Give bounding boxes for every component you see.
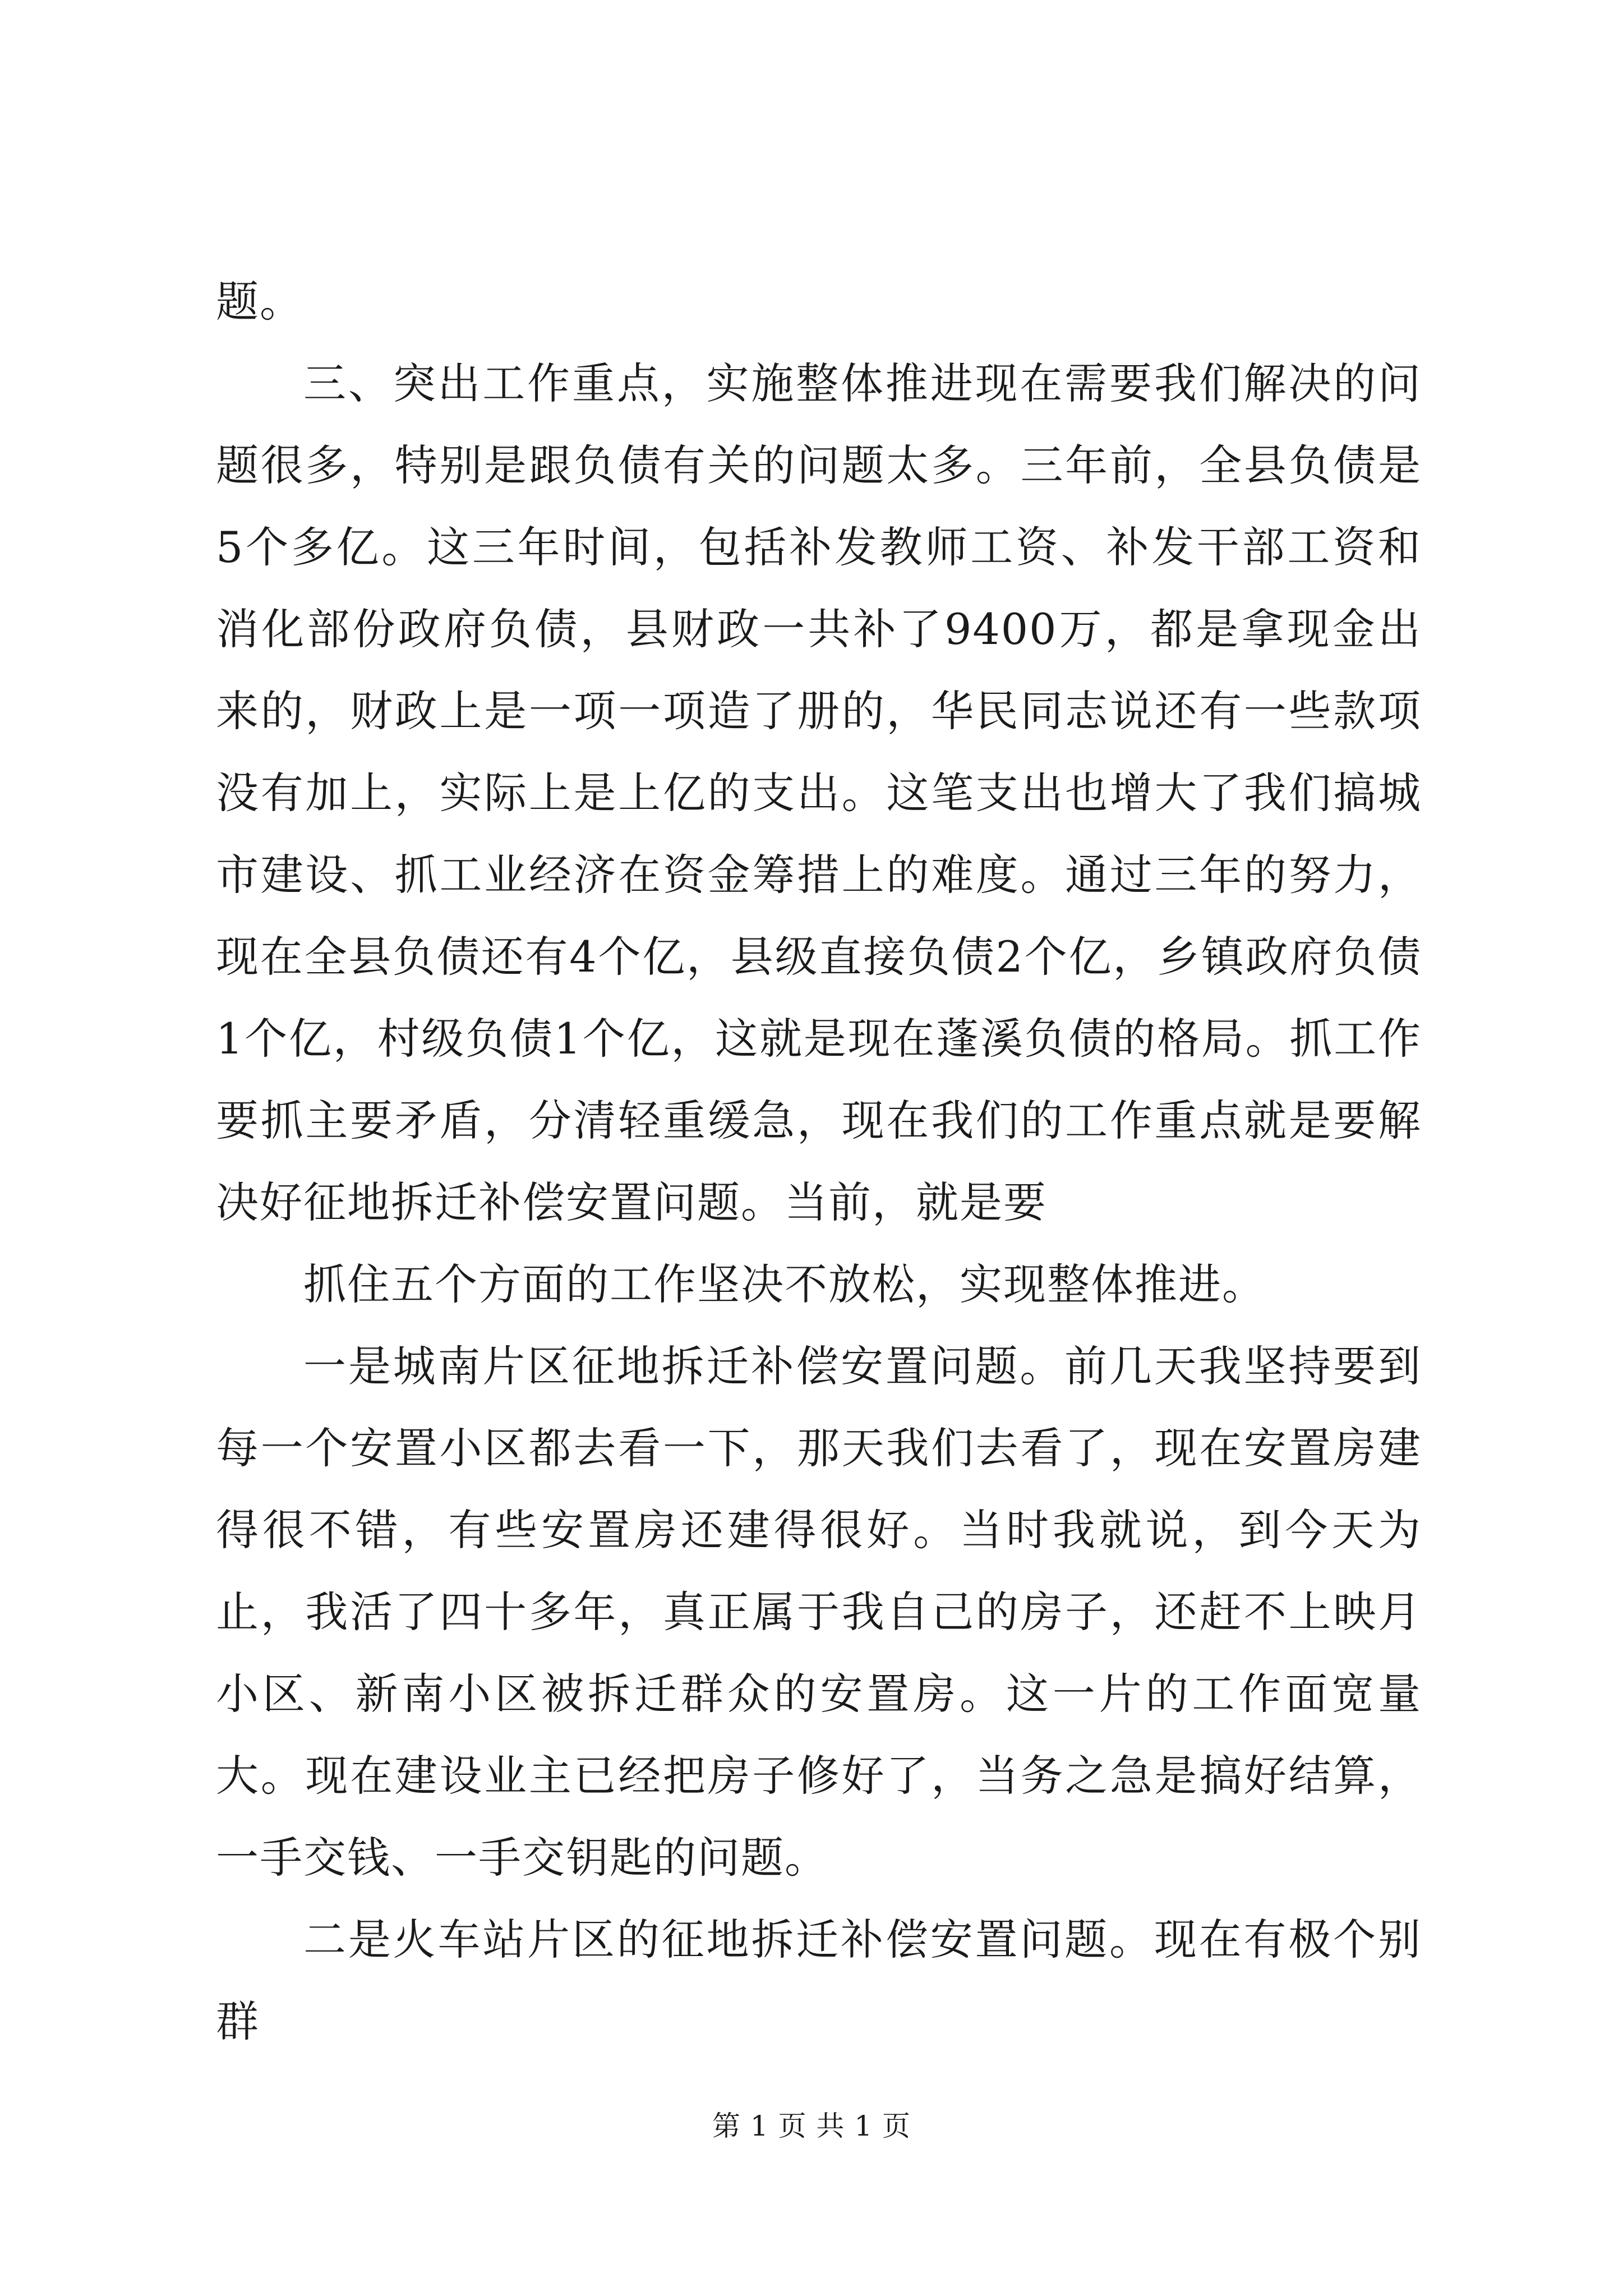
document-body	[216, 261, 1422, 2063]
paragraph-item-two: 二是火车站片区的征地拆迁补偿安置问题。现在有极个别群	[216, 1915, 1422, 2046]
paragraph-section-three: 三、突出工作重点，实施整体推进现在需要我们解决的问题很多，特别是跟负债有关的问题太多。三年前，全县负债是5个多亿。这三年时间，包括补发教师工资、补发干部工资和消化部份政府负债，县财政一共补了9400万，都是拿现金出来的，财政上是一项一项造了册的，华民同志说还有一些款项没有加上，实际上是上亿的支出。这笔支出也增大了我们搞城市建设、抓工业经济在资金筹措上的难度。通过三年的努力，现在全县负债还有4个亿，县级直接负债2个亿，乡镇政府负债1个亿，村级负债1个亿，这就是现在蓬溪负债的格局。抓工作要抓主要矛盾，分清轻重缓急，现在我们的工作重点就是要解决好征地拆迁补偿安置问题。当前，就是要	[216, 358, 1422, 1227]
paragraph-continuation: 题。	[216, 277, 303, 326]
page-footer	[0, 2106, 1623, 2146]
page-number-label: 第 1 页 共 1 页	[712, 2110, 911, 2142]
paragraph-item-one: 一是城南片区征地拆迁补偿安置问题。前几天我坚持要到每一个安置小区都去看一下，那天我们去看了，现在安置房建得很不错，有些安置房还建得很好。当时我就说，到今天为止，我活了四十多年，真正属于我自己的房子，还赶不上映月小区、新南小区被拆迁群众的安置房。这一片的工作面宽量大。现在建设业主已经把房子修好了，当务之急是搞好结算，一手交钱、一手交钥匙的问题。	[216, 1341, 1422, 1883]
paragraph-five-aspects: 抓住五个方面的工作坚决不放松，实现整体推进。	[303, 1259, 1266, 1309]
